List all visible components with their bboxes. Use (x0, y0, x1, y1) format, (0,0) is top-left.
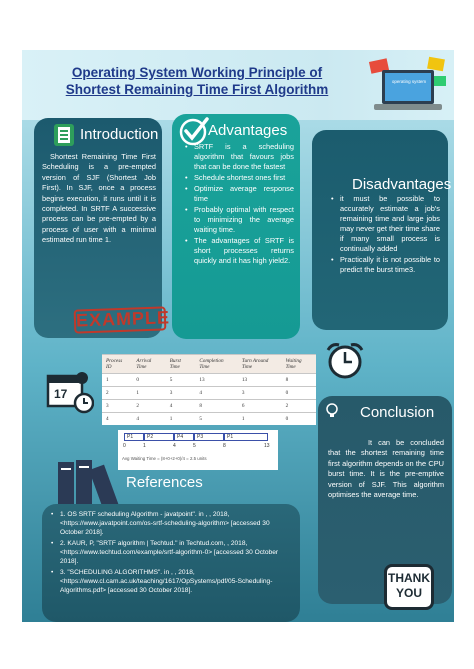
title-line-2: Shortest Remaining Time First Algorithm (65, 82, 329, 97)
table-cell: 2 (102, 387, 132, 400)
gantt-label: P1 (127, 434, 134, 440)
advantage-item: • The advantages of SRTF is short processes returns quickly and it has high yield2. (184, 236, 294, 266)
poster (22, 50, 454, 622)
title-line-1: Operating System Working Principle of (71, 65, 323, 80)
table-header: Arrival Time (132, 355, 165, 374)
table-cell: 1 (132, 387, 165, 400)
table-cell: 0 (132, 374, 165, 387)
thank-you-badge (384, 564, 434, 610)
table-cell: 0 (282, 387, 316, 400)
table-row (102, 413, 316, 426)
intro-heading: Introduction (80, 126, 159, 143)
table-header: Burst Time (166, 355, 196, 374)
gantt-label: P4 (177, 434, 184, 440)
advantage-item: • Schedule shortest ones first (184, 173, 294, 183)
table-cell: 1 (166, 413, 196, 426)
gantt-block (144, 433, 174, 441)
gantt-chart (118, 430, 278, 470)
introduction-card (34, 118, 162, 338)
gantt-time: 13 (264, 443, 270, 449)
table-cell: 4 (132, 413, 165, 426)
table-cell: 0 (282, 413, 316, 426)
gantt-time: 5 (193, 443, 196, 449)
reference-item: • 1. OS SRTF scheduling Algorithm - javatpoint". in , , 2018, <https://www.javatpoint.com/os-srtf-scheduling-algorithm> [accessed 30 October 2018]. (50, 510, 294, 537)
intro-icon (54, 124, 74, 146)
gantt-label: P1 (227, 434, 234, 440)
alarm-clock-icon (320, 340, 370, 382)
calendar-icon (46, 370, 94, 416)
references-heading: References (126, 474, 203, 491)
table-cell: 4 (166, 400, 196, 413)
table-cell: 3 (166, 387, 196, 400)
table-header: Completion Time (195, 355, 238, 374)
references-card (42, 504, 300, 622)
laptop-label: operating system (391, 79, 427, 84)
table-cell: 5 (166, 374, 196, 387)
gantt-footer: Avg Waiting Time = (8+0+2+0)/4 = 2.5 units (122, 456, 207, 461)
advantages-list (184, 142, 294, 267)
advantage-item: • Probably optimal with respect to minimizing the average waiting time. (184, 205, 294, 235)
gantt-block (194, 433, 224, 441)
example-stamp: EXAMPLE (74, 306, 167, 333)
disadvantage-item: • it must be possible to accurately estimate a job's remaining time and large jobs may never get their time share if many small process is continually added (330, 194, 440, 254)
process-table (102, 354, 316, 425)
table-cell: 8 (282, 374, 316, 387)
table-header: Waiting Time (282, 355, 316, 374)
advantages-card (172, 114, 300, 339)
table-cell: 4 (102, 413, 132, 426)
table-header: Process ID (102, 355, 132, 374)
gantt-time: 4 (173, 443, 176, 449)
thank-you-line-2: YOU (395, 586, 422, 600)
thank-you-line-1: THANK (388, 571, 430, 585)
table-cell: 5 (195, 413, 238, 426)
table-cell: 2 (132, 400, 165, 413)
lightbulb-icon (324, 402, 340, 418)
intro-text: Shortest Remaining Time First Scheduling is a pre-empted version of SJF (Shortest Job First). In SJF, once a process begins execution, it runs until it is completed. In SRTF A successive process can be pre-empted by a process of user with a minimal estimated run time 1. (42, 152, 156, 245)
gantt-label: P2 (147, 434, 154, 440)
gantt-block (124, 433, 144, 441)
table-cell: 4 (195, 387, 238, 400)
disadvantages-heading: Disadvantages (352, 176, 452, 193)
gantt-block (224, 433, 268, 441)
table-cell: 6 (238, 400, 282, 413)
gantt-block (174, 433, 194, 441)
gantt-time: 1 (143, 443, 146, 449)
table-header: Turn Around Time (238, 355, 282, 374)
poster-title (32, 64, 362, 98)
table-cell: 8 (195, 400, 238, 413)
books-icon (56, 458, 128, 510)
reference-item: • 2. KAUR, P, "SRTF algorithm | Techtud." in Techtud.com, , 2018, <https://www.techtud.com/example/srtf-algorithm-0> [accessed 30 October 2018]. (50, 539, 294, 566)
gantt-label: P3 (197, 434, 204, 440)
gantt-time: 0 (123, 443, 126, 449)
disadvantage-item: • Practically it is not possible to predict the burst time3. (330, 255, 440, 275)
table-cell: 1 (238, 413, 282, 426)
advantage-item: • SRTF is a scheduling algorithm that favours jobs that can be done the fastest (184, 142, 294, 172)
table-row (102, 374, 316, 387)
table-row (102, 387, 316, 400)
disadvantages-list (330, 194, 440, 276)
laptop-illustration (368, 56, 448, 120)
table-cell: 2 (282, 400, 316, 413)
table-cell: 3 (102, 400, 132, 413)
table-cell: 1 (102, 374, 132, 387)
table-cell: 3 (238, 387, 282, 400)
gantt-time: 8 (223, 443, 226, 449)
disadvantages-card (312, 130, 452, 330)
conclusion-heading: Conclusion (360, 404, 435, 421)
table-cell: 13 (238, 374, 282, 387)
advantage-item: • Optimize average response time (184, 184, 294, 204)
advantages-heading: Advantages (208, 122, 288, 139)
calendar-number: 17 (54, 387, 68, 401)
reference-item: • 3. "SCHEDULING ALGORITHMS". in , , 2018, <https://www.cl.cam.ac.uk/teaching/1617/OpSystems/pdf/05-Scheduling-Algorithms.pdf> [accessed 30 October 2018]. (50, 568, 294, 595)
table-row (102, 400, 316, 413)
table-cell: 13 (195, 374, 238, 387)
conclusion-text: It can be concluded that the shortest remaining time first algorithm depends on the CPU burst time. It is the pre-emptive version of SJF. This algorithm optimises the average time. (328, 438, 444, 500)
references-list (50, 510, 294, 597)
